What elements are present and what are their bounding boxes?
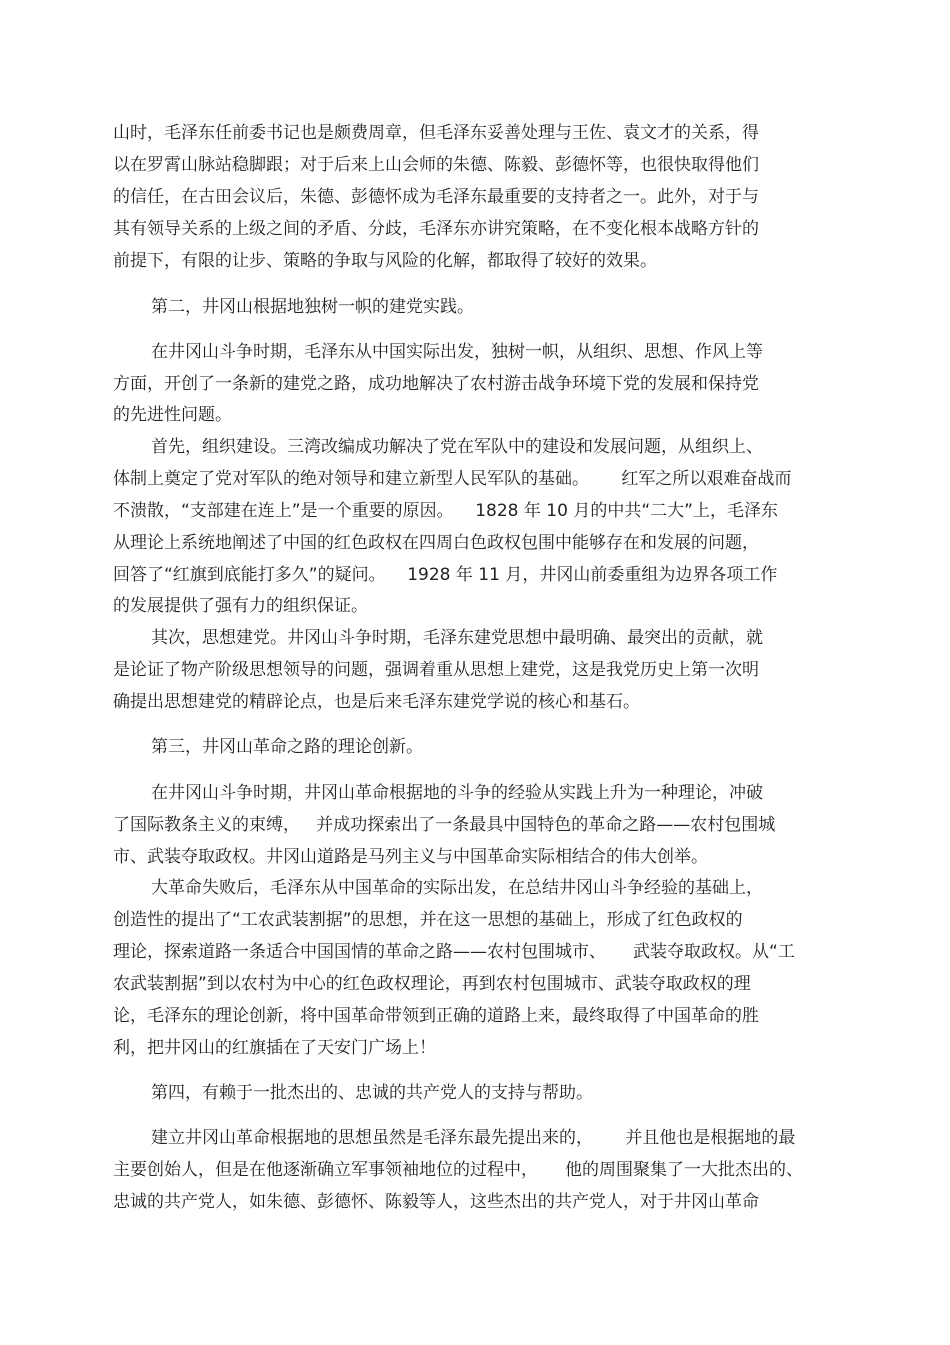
text-line: 市、武装夺取政权。井冈山道路是马列主义与中国革命实际相结合的伟大创举。 <box>113 847 708 867</box>
text-line: 不溃散，“支部建在连上”是一个重要的原因。 1828 年 10 月的中共“二大”上，毛泽东 <box>113 501 778 521</box>
text-line: 了国际教条主义的束缚， 并成功探索出了一条最具中国特色的革命之路——农村包围城 <box>113 815 776 835</box>
text-line: 大革命失败后，毛泽东从中国革命的实际出发，在总结井冈山斗争经验的基础上， <box>151 878 763 898</box>
text-line: 是论证了物产阶级思想领导的问题，强调着重从思想上建党，这是我党历史上第一次明 <box>113 660 759 680</box>
text-line: 从理论上系统地阐述了中国的红色政权在四周白色政权包围中能够存在和发展的问题， <box>113 533 759 553</box>
text-line: 确提出思想建党的精辟论点，也是后来毛泽东建党学说的核心和基石。 <box>113 692 640 712</box>
text-line: 的先进性问题。 <box>113 405 232 425</box>
text-line: 利，把井冈山的红旗插在了天安门广场上！ <box>113 1038 436 1058</box>
section-heading: 第二，井冈山根据地独树一帜的建党实践。 <box>151 297 474 317</box>
section-heading: 第四，有赖于一批杰出的、忠诚的共产党人的支持与帮助。 <box>151 1083 593 1103</box>
text-line: 的信任，在古田会议后，朱德、彭德怀成为毛泽东最重要的支持者之一。此外，对于与 <box>113 187 759 207</box>
text-line: 论，毛泽东的理论创新，将中国革命带领到正确的道路上来，最终取得了中国革命的胜 <box>113 1006 759 1026</box>
text-line: 首先，组织建设。三湾改编成功解决了党在军队中的建设和发展问题，从组织上、 <box>151 437 763 457</box>
text-line: 理论，探索道路一条适合中国国情的革命之路——农村包围城市、 武装夺取政权。从“工 <box>113 942 795 962</box>
text-line: 回答了“红旗到底能打多久”的疑问。 1928 年 11 月，井冈山前委重组为边界各项工作 <box>113 565 778 585</box>
text-line: 的发展提供了强有力的组织保证。 <box>113 596 368 616</box>
text-line: 在井冈山斗争时期，毛泽东从中国实际出发，独树一帜，从组织、思想、作风上等 <box>151 342 763 362</box>
text-line: 忠诚的共产党人，如朱德、彭德怀、陈毅等人，这些杰出的共产党人，对于井冈山革命 <box>113 1192 759 1212</box>
text-line: 农武装割据”到以农村为中心的红色政权理论，再到农村包围城市、武装夺取政权的理 <box>113 974 751 994</box>
text-line: 在井冈山斗争时期，井冈山革命根据地的斗争的经验从实践上升为一种理论，冲破 <box>151 783 763 803</box>
section-heading: 第三，井冈山革命之路的理论创新。 <box>151 737 423 757</box>
text-line: 创造性的提出了“工农武装割据”的思想，并在这一思想的基础上，形成了红色政权的 <box>113 910 743 930</box>
text-line: 体制上奠定了党对军队的绝对领导和建立新型人民军队的基础。 红军之所以艰难奋战而 <box>113 469 792 489</box>
text-line: 以在罗霄山脉站稳脚跟；对于后来上山会师的朱德、陈毅、彭德怀等，也很快取得他们 <box>113 155 759 175</box>
text-line: 主要创始人，但是在他逐渐确立军事领袖地位的过程中， 他的周围聚集了一大批杰出的、 <box>113 1160 804 1180</box>
text-line: 其次，思想建党。井冈山斗争时期，毛泽东建党思想中最明确、最突出的贡献，就 <box>151 628 763 648</box>
text-line: 建立井冈山革命根据地的思想虽然是毛泽东最先提出来的， 并且他也是根据地的最 <box>151 1128 796 1148</box>
text-line: 方面，开创了一条新的建党之路，成功地解决了农村游击战争环境下党的发展和保持党 <box>113 374 759 394</box>
text-line: 前提下，有限的让步、策略的争取与风险的化解，都取得了较好的效果。 <box>113 251 657 271</box>
text-line: 其有领导关系的上级之间的矛盾、分歧，毛泽东亦讲究策略，在不变化根本战略方针的 <box>113 219 759 239</box>
text-line: 山时，毛泽东任前委书记也是颇费周章，但毛泽东妥善处理与王佐、袁文才的关系，得 <box>113 123 759 143</box>
